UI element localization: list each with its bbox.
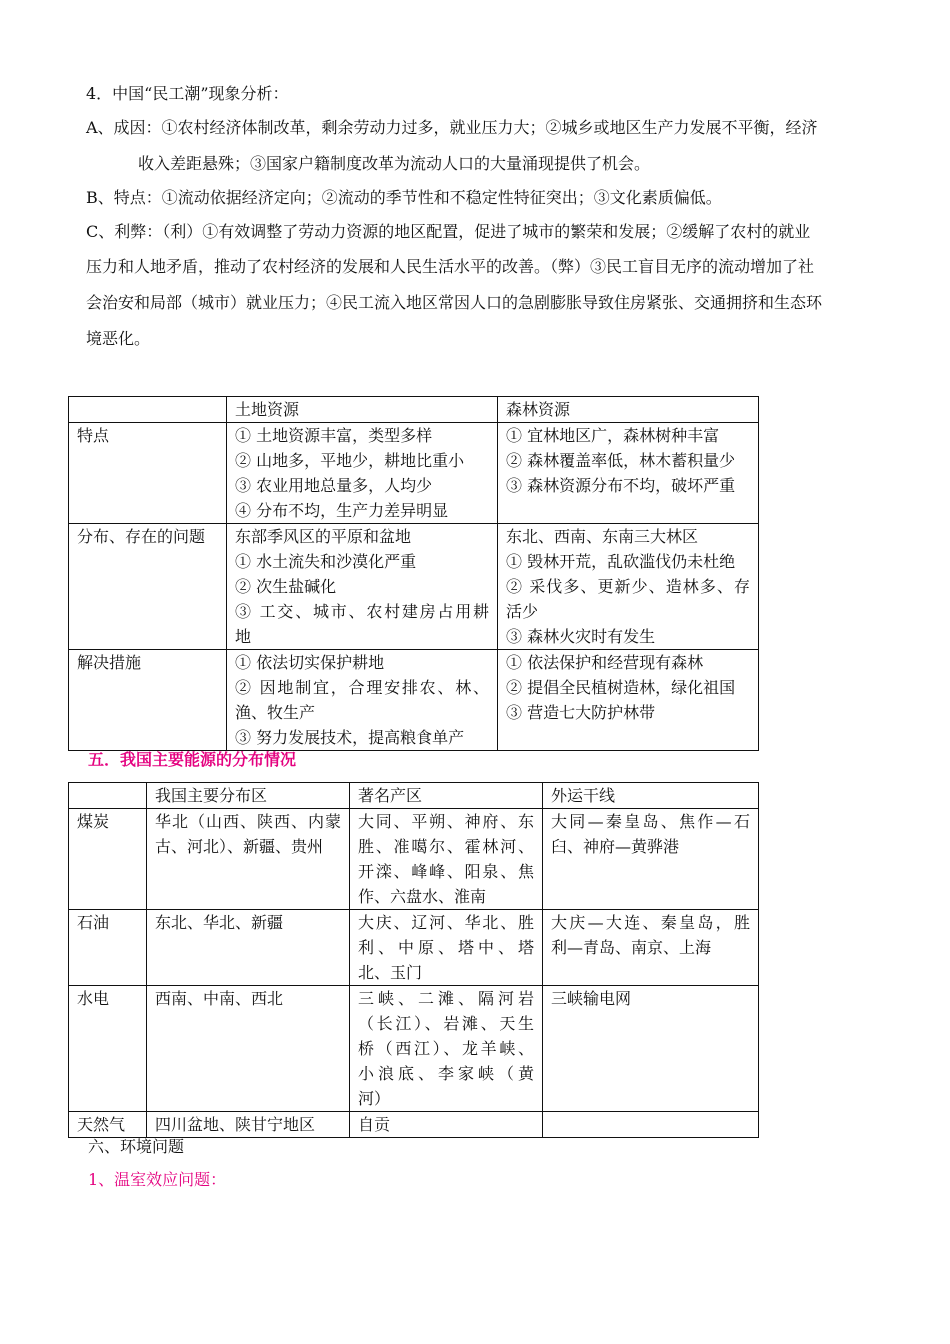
- cell-line: 古、河北）、新疆、贵州: [155, 837, 324, 856]
- cell-line: 大庆—大连、秦皇岛，胜: [551, 913, 750, 932]
- table-header-cell: [69, 397, 227, 423]
- cell-line: ③ 森林火灾时有发生: [506, 627, 656, 646]
- cell-line: 大庆、辽河、华北、胜: [358, 913, 534, 932]
- cell-line: ② 提倡全民植树造林，绿化祖国: [506, 678, 736, 697]
- cell-line: 作、六盘水、淮南: [358, 887, 487, 906]
- row-label: 天然气: [69, 1112, 147, 1138]
- section4-c-line1: C、利弊：（利）①有效调整了劳动力资源的地区配置，促进了城市的繁荣和发展；②缓解了农村的就业: [86, 222, 811, 241]
- cell-line: ① 毁林开荒，乱砍滥伐仍未杜绝: [506, 552, 736, 571]
- row-label: 分布、存在的问题: [69, 524, 227, 650]
- cell-line: 开滦、峰峰、阳泉、焦: [358, 862, 534, 881]
- section4-b-line: B、特点：①流动依据经济定向；②流动的季节性和不稳定性特征突出；③文化素质偏低。: [86, 188, 722, 207]
- cell-line: 河）: [358, 1089, 391, 1108]
- land-cell: [227, 524, 498, 650]
- cell-line: 三峡、二滩、隔河岩: [358, 989, 534, 1008]
- table-header-cell: 外运干线: [543, 783, 759, 809]
- cell-line: 小浪底、李家峡（黄: [358, 1064, 534, 1083]
- cell-line: 桥（西江）、龙羊峡、: [358, 1039, 534, 1058]
- cell-line: ③ 营造七大防护林带: [506, 703, 656, 722]
- cell-line: （长江）、岩滩、天生: [358, 1014, 534, 1033]
- cell-line: 地: [235, 627, 252, 646]
- cell-line: 东北、西南、东南三大林区: [506, 527, 699, 546]
- cell-line: 活少: [506, 602, 539, 621]
- cell-line: 大同、平朔、神府、东: [358, 812, 534, 831]
- section4-a-line1: A、成因：①农村经济体制改革，剩余劳动力过多，就业压力大；②城乡或地区生产力发展不平衡，经济: [86, 118, 818, 137]
- cell-line: ② 山地多，平地少，耕地比重小: [235, 451, 465, 470]
- forest-cell: [498, 423, 759, 524]
- route-cell: [543, 910, 759, 986]
- land-cell: [227, 423, 498, 524]
- table-row: [69, 524, 759, 650]
- table-header-cell: 我国主要分布区: [147, 783, 350, 809]
- cell-line: 臼、神府—黄骅港: [551, 837, 680, 856]
- section4-c-line3: 会治安和局部（城市）就业压力；④民工流入地区常因人口的急剧膨胀导致住房紧张、交通拥挤和生态环: [86, 293, 823, 312]
- route-cell: [543, 809, 759, 910]
- route-cell: [543, 1112, 759, 1138]
- cell-line: 自贡: [358, 1115, 391, 1134]
- cell-line: 利、中原、塔中、塔: [358, 938, 534, 957]
- cell-line: 东部季风区的平原和盆地: [235, 527, 412, 546]
- table-row: [69, 783, 759, 809]
- table-row: [69, 910, 759, 986]
- row-label: 解决措施: [69, 650, 227, 751]
- cell-line: ② 采伐多、更新少、造林多、存: [506, 577, 750, 596]
- distribution-cell: [147, 910, 350, 986]
- forest-cell: [498, 524, 759, 650]
- distribution-cell: [147, 809, 350, 910]
- section4-a-line2: 收入差距悬殊；③国家户籍制度改革为流动人口的大量涌现提供了机会。: [138, 154, 651, 173]
- table-header-cell: 土地资源: [227, 397, 498, 423]
- forest-cell: [498, 650, 759, 751]
- row-label: 特点: [69, 423, 227, 524]
- cell-line: 东北、华北、新疆: [155, 913, 284, 932]
- cell-line: 西南、中南、西北: [155, 989, 284, 1008]
- production-area-cell: [350, 1112, 543, 1138]
- table-row: [69, 1112, 759, 1138]
- cell-line: ② 因地制宜，合理安排农、林、: [235, 678, 489, 697]
- cell-line: 北、玉门: [358, 963, 423, 982]
- table-row: [69, 650, 759, 751]
- section4-c-line2: 压力和人地矛盾，推动了农村经济的发展和人民生活水平的改善。（弊）③民工盲目无序的流动增加了社: [86, 257, 815, 276]
- row-label: 水电: [69, 986, 147, 1112]
- production-area-cell: [350, 986, 543, 1112]
- table-header-cell: 森林资源: [498, 397, 759, 423]
- cell-line: 胜、准噶尔、霍林河、: [358, 837, 534, 856]
- section4-title: 4．中国“民工潮”现象分析：: [86, 84, 289, 103]
- cell-line: ① 依法切实保护耕地: [235, 653, 385, 672]
- table-row: [69, 423, 759, 524]
- resources-table: [68, 396, 759, 751]
- distribution-cell: [147, 986, 350, 1112]
- cell-line: ② 森林覆盖率低，林木蓄积量少: [506, 451, 736, 470]
- cell-line: 四川盆地、陕甘宁地区: [155, 1115, 316, 1134]
- cell-line: ③ 农业用地总量多，人均少: [235, 476, 433, 495]
- cell-line: 利—青岛、南京、上海: [551, 938, 712, 957]
- table-header-cell: [69, 783, 147, 809]
- cell-line: ② 次生盐碱化: [235, 577, 337, 596]
- cell-line: 华北（山西、陕西、内蒙: [155, 812, 341, 831]
- section4-c-line4: 境恶化。: [86, 329, 151, 348]
- cell-line: ③ 工交、城市、农村建房占用耕: [235, 602, 489, 621]
- table-row: [69, 986, 759, 1112]
- land-cell: [227, 650, 498, 751]
- row-label: 石油: [69, 910, 147, 986]
- cell-line: 渔、牧生产: [235, 703, 316, 722]
- section6-sub1: 1、温室效应问题：: [88, 1170, 227, 1189]
- cell-line: 大同—秦皇岛、焦作—石: [551, 812, 750, 831]
- route-cell: [543, 986, 759, 1112]
- section5-title: 五．我国主要能源的分布情况: [88, 750, 297, 769]
- cell-line: ① 水土流失和沙漠化严重: [235, 552, 417, 571]
- production-area-cell: [350, 910, 543, 986]
- distribution-cell: [147, 1112, 350, 1138]
- cell-line: ① 宜林地区广，森林树种丰富: [506, 426, 720, 445]
- cell-line: ③ 努力发展技术，提高粮食单产: [235, 728, 465, 747]
- table-row: [69, 809, 759, 910]
- cell-line: ① 依法保护和经营现有森林: [506, 653, 704, 672]
- table-header-cell: 著名产区: [350, 783, 543, 809]
- table-row: [69, 397, 759, 423]
- energy-table: [68, 782, 759, 1138]
- cell-line: 三峡输电网: [551, 989, 632, 1008]
- cell-line: ① 土地资源丰富，类型多样: [235, 426, 433, 445]
- section6-title: 六、环境问题: [88, 1137, 185, 1156]
- cell-line: ③ 森林资源分布不均，破坏严重: [506, 476, 736, 495]
- cell-line: ④ 分布不均，生产力差异明显: [235, 501, 449, 520]
- production-area-cell: [350, 809, 543, 910]
- row-label: 煤炭: [69, 809, 147, 910]
